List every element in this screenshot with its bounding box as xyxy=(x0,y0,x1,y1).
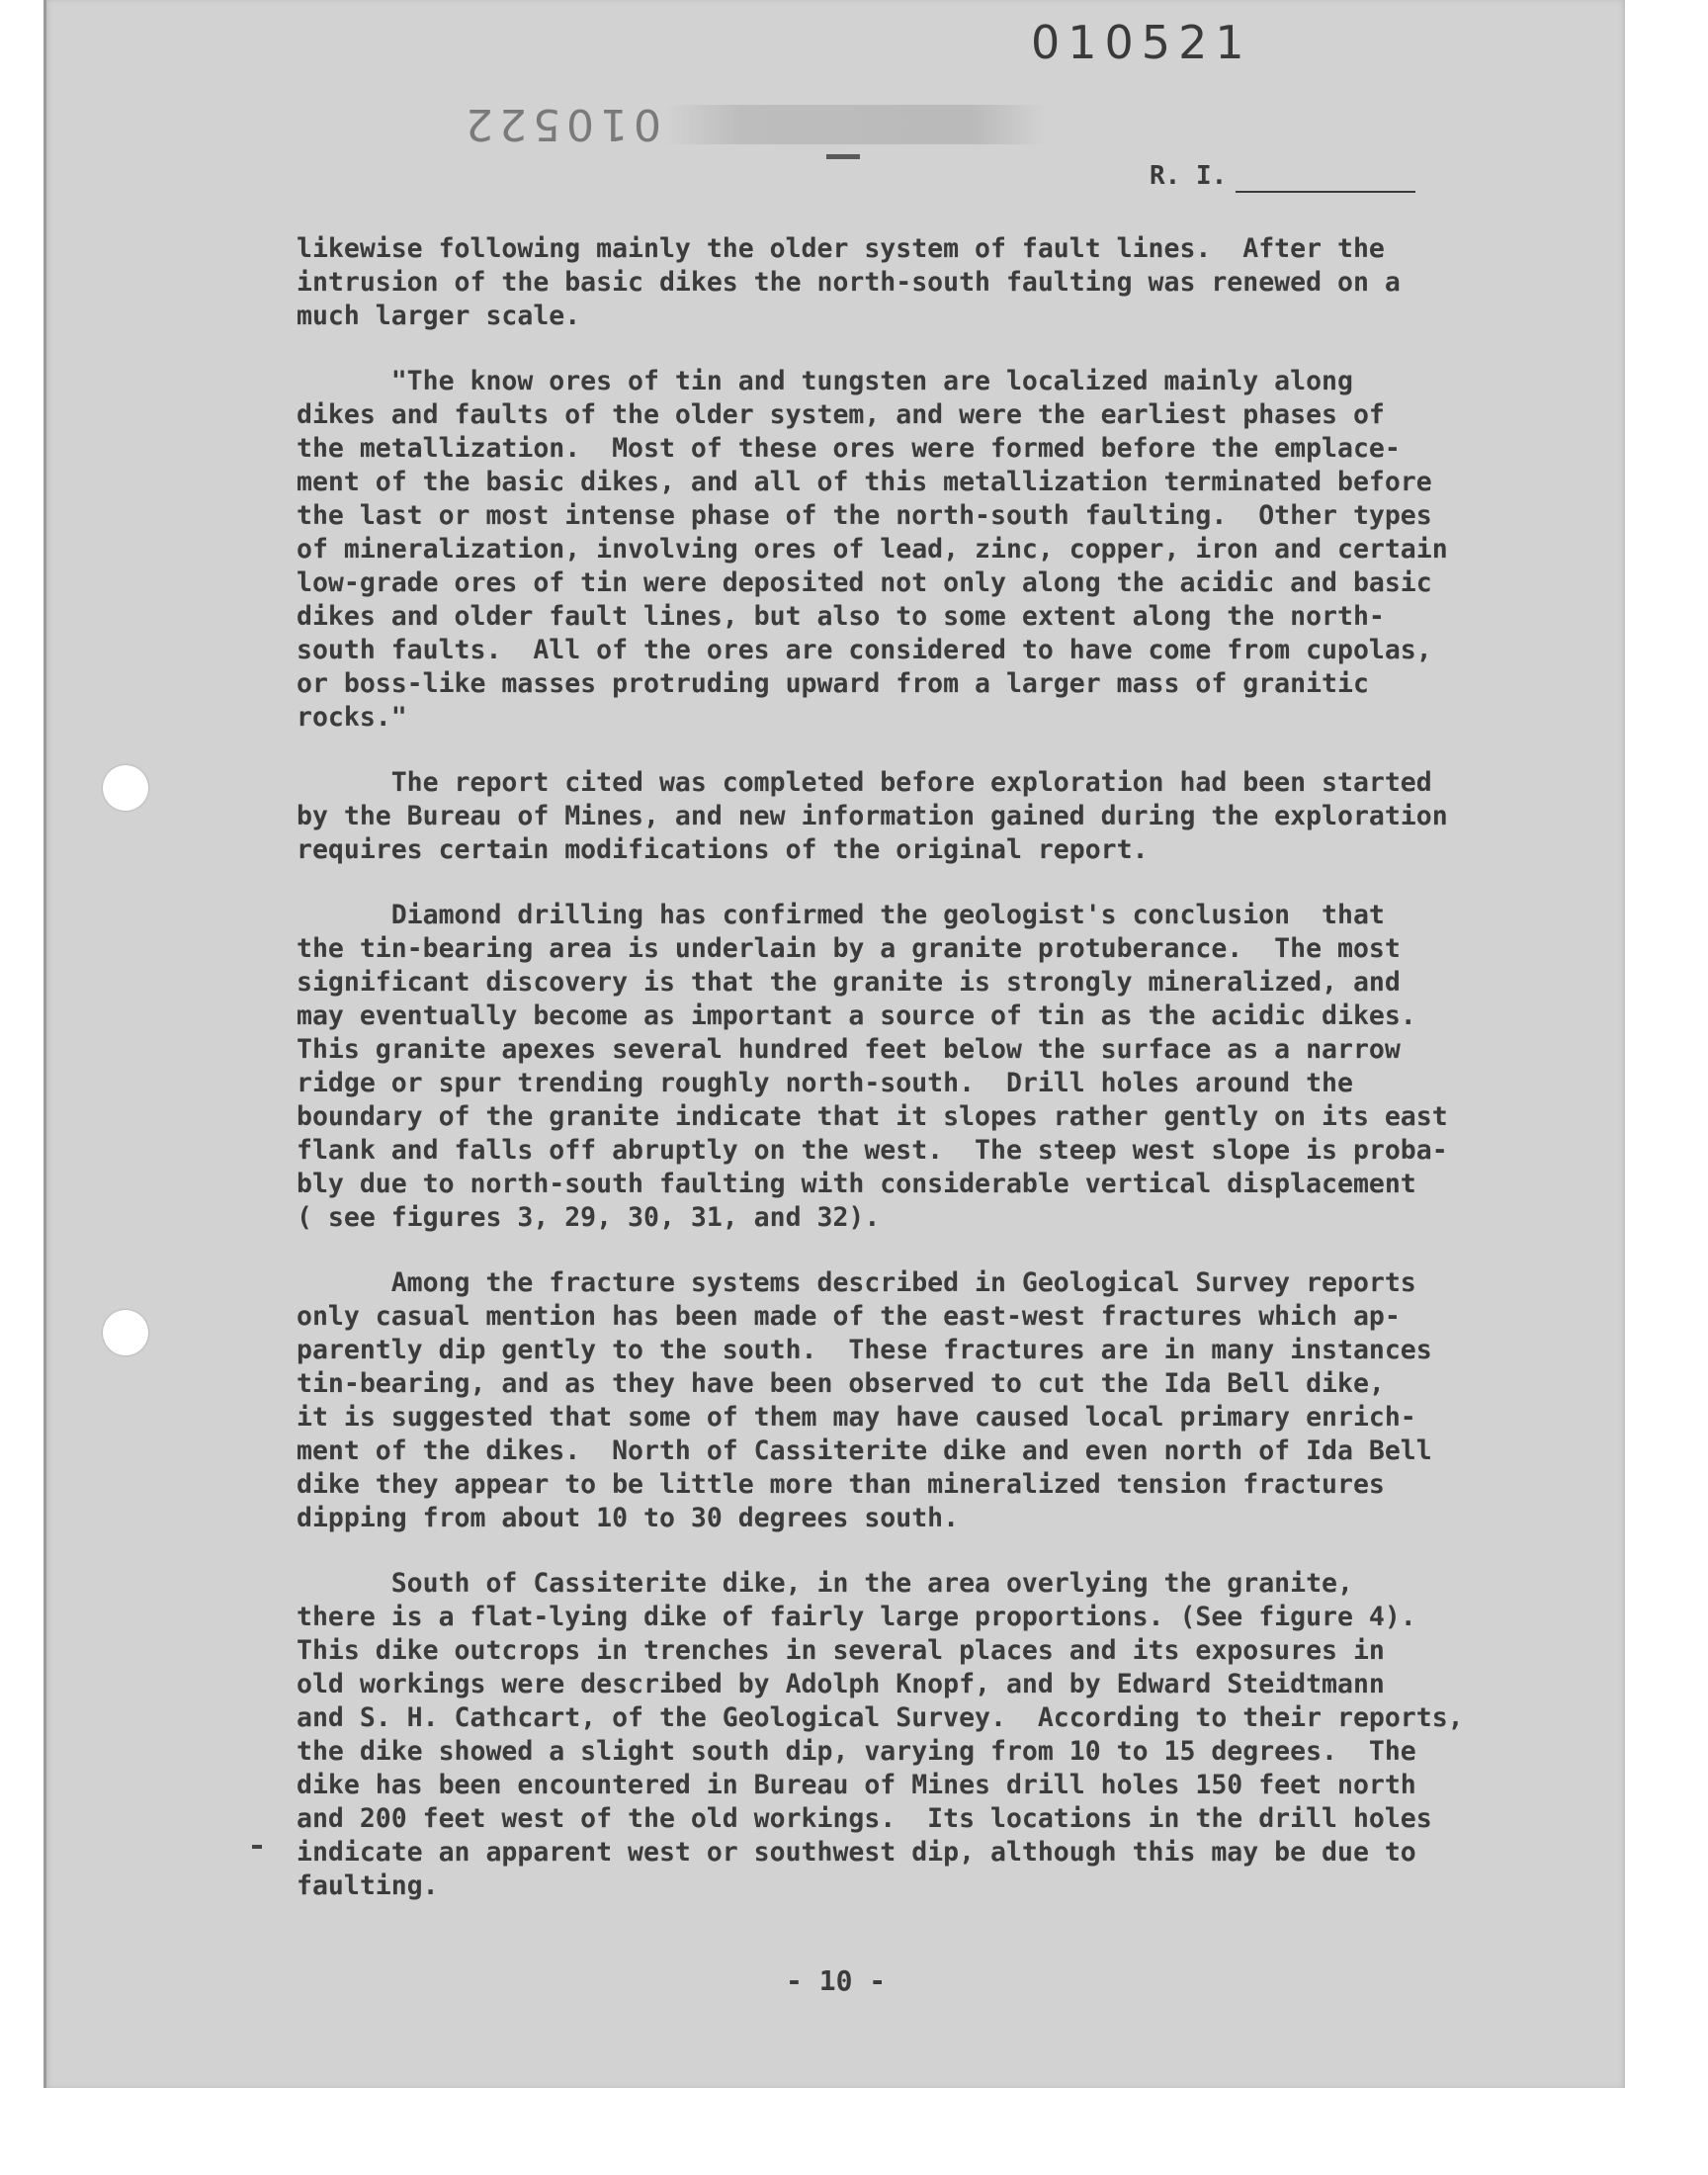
text-line: tin-bearing, and as they have been observed to cut the Ida Bell dike, xyxy=(297,1368,1385,1399)
paragraph xyxy=(297,899,1522,1235)
page-edge-shadow xyxy=(43,0,46,2088)
text-line: flank and falls off abruptly on the west. The steep west slope is proba- xyxy=(297,1135,1448,1166)
text-line: likewise following mainly the older system of fault lines. After the xyxy=(297,233,1385,264)
punch-hole-lower xyxy=(103,1310,148,1355)
paragraph xyxy=(297,766,1522,867)
text-line: rocks." xyxy=(297,702,407,733)
text-line: This granite apexes several hundred feet below the surface as a narrow xyxy=(297,1034,1401,1065)
text-line: dikes and faults of the older system, and were the earliest phases of xyxy=(297,399,1385,430)
report-number-blank-line xyxy=(1236,191,1415,193)
bleed-through-stamp-number: 010522 xyxy=(460,99,661,149)
text-line: Diamond drilling has confirmed the geologist's conclusion that xyxy=(297,900,1385,930)
text-line: and S. H. Cathcart, of the Geological Survey. According to their reports, xyxy=(297,1702,1464,1733)
text-line: old workings were described by Adolph Knopf, and by Edward Steidtmann xyxy=(297,1669,1385,1699)
text-line: ment of the basic dikes, and all of this metallization terminated before xyxy=(297,467,1432,497)
text-line: or boss-like masses protruding upward from a larger mass of granitic xyxy=(297,668,1369,699)
text-line: the dike showed a slight south dip, varying from 10 to 15 degrees. The xyxy=(297,1736,1416,1767)
paragraph xyxy=(297,232,1522,333)
bleed-through-smudge xyxy=(664,105,1046,144)
text-line: south faults. All of the ores are considered to have come from cupolas, xyxy=(297,635,1432,665)
page-number: - 10 - xyxy=(786,1964,887,1997)
text-line: indicate an apparent west or southwest dip, although this may be due to xyxy=(297,1837,1416,1868)
text-line: requires certain modifications of the original report. xyxy=(297,834,1149,865)
paragraph xyxy=(297,1266,1522,1535)
text-line: dike has been encountered in Bureau of Mines drill holes 150 feet north xyxy=(297,1770,1416,1800)
text-line: "The know ores of tin and tungsten are localized mainly along xyxy=(297,366,1353,396)
text-line: bly due to north-south faulting with considerable vertical displacement xyxy=(297,1169,1416,1199)
margin-dash-mark xyxy=(252,1845,262,1849)
text-line: and 200 feet west of the old workings. Its locations in the drill holes xyxy=(297,1803,1432,1834)
text-line: significant discovery is that the granite is strongly mineralized, and xyxy=(297,967,1401,998)
text-line: low-grade ores of tin were deposited not only along the acidic and basic xyxy=(297,567,1432,598)
text-line: much larger scale. xyxy=(297,301,581,331)
text-line: dike they appear to be little more than mineralized tension fractures xyxy=(297,1469,1385,1500)
punch-hole-upper xyxy=(103,765,148,811)
text-line: dikes and older fault lines, but also to some extent along the north- xyxy=(297,601,1385,632)
text-line: the tin-bearing area is underlain by a granite protuberance. The most xyxy=(297,933,1401,964)
text-line: ( see figures 3, 29, 30, 31, and 32). xyxy=(297,1202,881,1233)
paragraph xyxy=(297,1567,1522,1903)
paragraph xyxy=(297,365,1522,735)
text-line: ment of the dikes. North of Cassiterite dike and even north of Ida Bell xyxy=(297,1436,1432,1466)
text-line: the last or most intense phase of the north-south faulting. Other types xyxy=(297,500,1432,531)
text-line: dipping from about 10 to 30 degrees south. xyxy=(297,1503,960,1533)
document-body xyxy=(297,232,1522,1935)
text-line: intrusion of the basic dikes the north-south faulting was renewed on a xyxy=(297,267,1401,298)
archive-stamp-number: 010521 xyxy=(1031,16,1252,69)
report-number-label: R. I. xyxy=(1150,161,1228,191)
text-line: boundary of the granite indicate that it slopes rather gently on its east xyxy=(297,1101,1448,1132)
text-line: may eventually become as important a source of tin as the acidic dikes. xyxy=(297,1000,1416,1031)
text-line: ridge or spur trending roughly north-south. Drill holes around the xyxy=(297,1068,1353,1098)
text-line: Among the fracture systems described in Geological Survey reports xyxy=(297,1267,1416,1298)
bleed-through-dash xyxy=(826,154,860,159)
text-line: of mineralization, involving ores of lead, zinc, copper, iron and certain xyxy=(297,534,1448,565)
text-line: the metallization. Most of these ores were formed before the emplace- xyxy=(297,433,1401,464)
text-line: parently dip gently to the south. These fractures are in many instances xyxy=(297,1335,1432,1365)
text-line: This dike outcrops in trenches in several places and its exposures in xyxy=(297,1635,1385,1666)
text-line: it is suggested that some of them may have caused local primary enrich- xyxy=(297,1402,1416,1433)
text-line: The report cited was completed before exploration had been started xyxy=(297,767,1432,798)
text-line: by the Bureau of Mines, and new information gained during the exploration xyxy=(297,801,1448,831)
text-line: only casual mention has been made of the east-west fractures which ap- xyxy=(297,1301,1401,1332)
text-line: South of Cassiterite dike, in the area overlying the granite, xyxy=(297,1568,1353,1599)
text-line: faulting. xyxy=(297,1870,439,1901)
text-line: there is a flat-lying dike of fairly large proportions. (See figure 4). xyxy=(297,1602,1416,1632)
